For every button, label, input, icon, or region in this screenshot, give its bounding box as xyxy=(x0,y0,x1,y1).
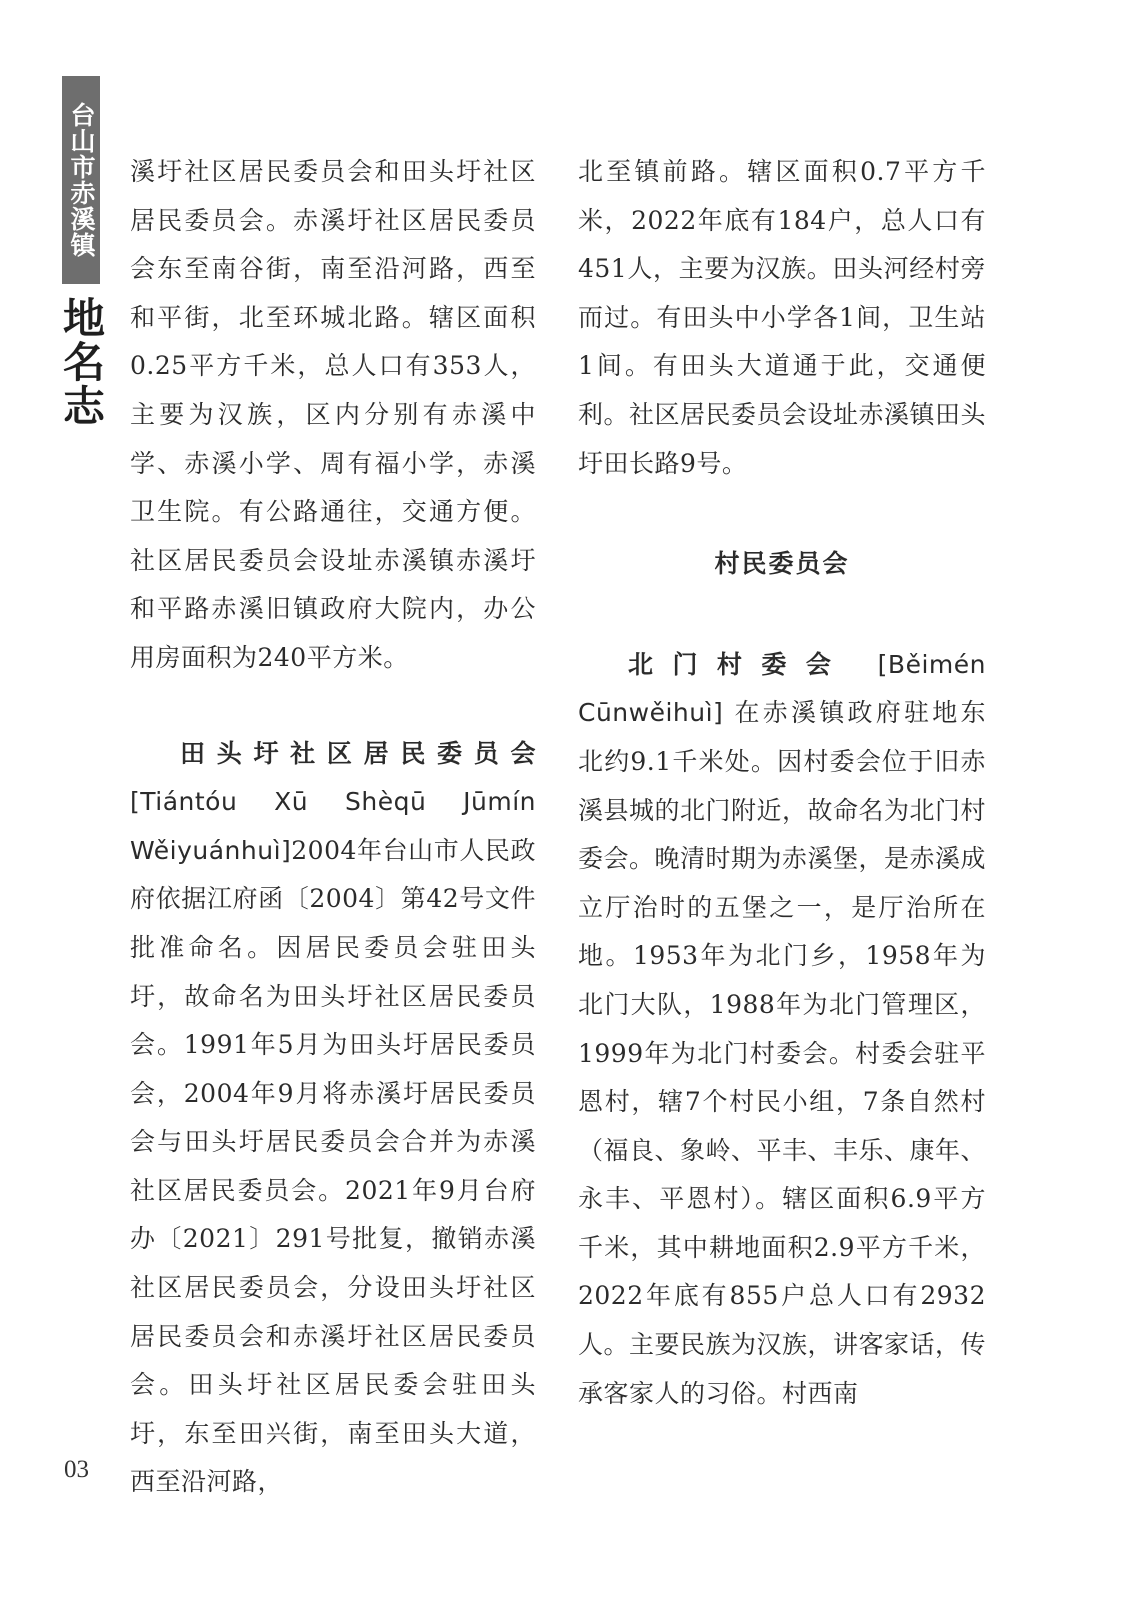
left-column xyxy=(130,148,536,1507)
entry-pinyin: [Tiántóu Xū Shèqū Jūmín Wěiyuánhuì] xyxy=(130,787,536,865)
spacer xyxy=(578,589,986,641)
right-paragraph-1: 北至镇前路。辖区面积0.7平方千米，2022年底有184户，总人口有451人，主要为汉族。田头河经村旁而过。有田头中小学各1间，卫生站1间。有田头大道通于此，交通便利。社区居民委员会设址赤溪镇田头圩田长路9号。 xyxy=(578,157,987,478)
entry-pinyin: [Běimén Cūnwěihuì] xyxy=(578,649,986,728)
book-subtitle: 地名志 xyxy=(57,296,106,428)
entry-body: 2004年台山市人民政府依据江府函〔2004〕第42号文件批准命名。因居民委员会驻田头圩，故命名为田头圩社区居民委员会。1991年5月为田头圩居民委员会，2004年9月将赤溪圩居民委员会与田头圩居民委员会合并为赤溪社区居民委员会。2021年9月台府办〔2021〕291号批复，撤销赤溪社区居民委员会，分设田头圩社区居民委员会和赤溪圩社区居民委员会。田头圩社区居民委会驻田头圩，东至田兴街，南至田头大道，西至沿河路， xyxy=(130,835,536,1497)
book-title: 台山市赤溪镇 xyxy=(67,102,96,258)
spacer xyxy=(578,488,986,540)
left-paragraph-1: 溪圩社区居民委员会和田头圩社区居民委员会。赤溪圩社区居民委员会东至南谷街，南至沿河路，西至和平街，北至环城北路。辖区面积0.25平方千米，总人口有353人，主要为汉族，区内分别有赤溪中学、赤溪小学、周有福小学，赤溪卫生院。有公路通往，交通方便。社区居民委员会设址赤溪镇赤溪圩和平路赤溪旧镇政府大院内，办公用房面积为240平方米。 xyxy=(130,157,536,672)
entry-title: 田头圩社区居民委员会 xyxy=(180,738,536,768)
section-heading: 村民委员会 xyxy=(714,549,850,579)
right-column xyxy=(578,148,986,1418)
entry-title: 北门村委会 xyxy=(628,649,851,679)
spacer xyxy=(130,683,536,730)
book-title-tab xyxy=(62,76,100,284)
entry-beimen xyxy=(578,641,986,1419)
entry-tiantouxu xyxy=(130,730,536,1508)
entry-body: 在赤溪镇政府驻地东北约9.1千米处。因村委会位于旧赤溪县城的北门附近，故命名为北门村委会。晚清时期为赤溪堡，是赤溪成立厅治时的五堡之一，是厅治所在地。1953年为北门乡，1958年为北门大队，1988年为北门管理区，1999年为北门村委会。村委会驻平恩村，辖7个村民小组，7条自然村（福良、象岭、平丰、丰乐、康年、永丰、平恩村）。辖区面积6.9平方千米，其中耕地面积2.9平方千米，2022年底有855户总人口有2932人。主要民族为汉族，讲客家话，传承客家人的习俗。村西南 xyxy=(578,698,987,1408)
page-number: 03 xyxy=(64,1456,89,1483)
